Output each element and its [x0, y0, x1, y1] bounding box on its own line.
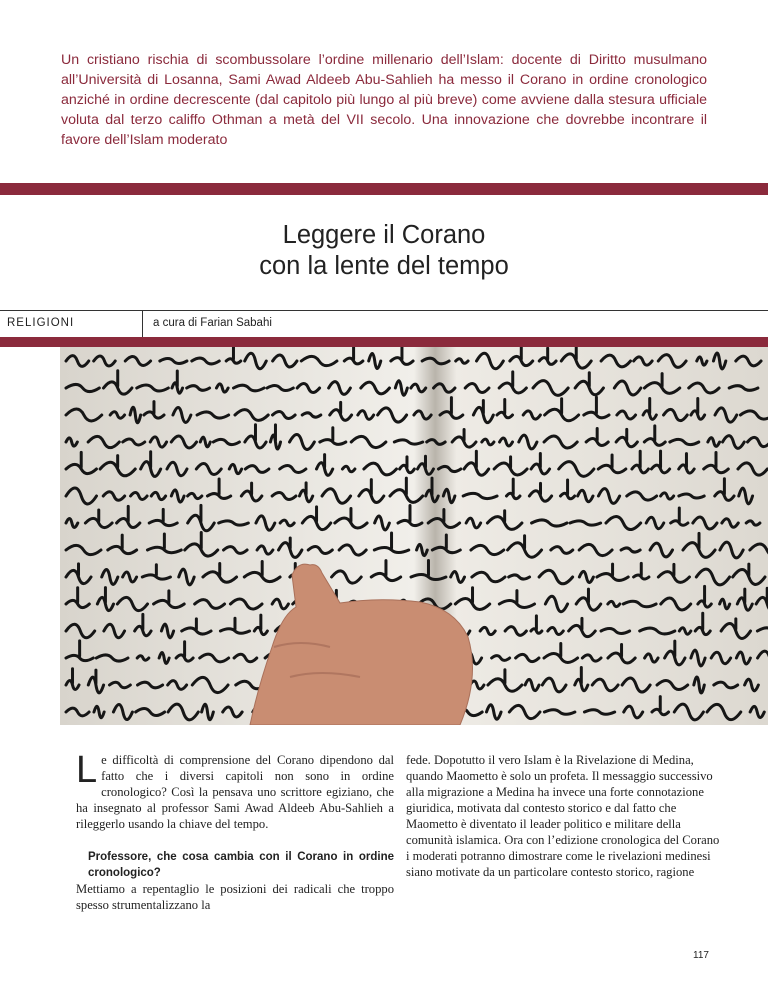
article-title	[0, 220, 768, 282]
answer-text-continued: fede. Dopotutto il vero Islam è la Rivelazione di Medina, quando Maometto è solo un profeta. Il messaggio successivo alla migrazione a Medina ha invece una forte connotazione giuridica, motivata dal contesto storico e dal fatto che Maometto è diventato il leader politico e militare della comunità islamica. Ora con l’edizione cronologica del Corano i moderati potranno dimostrare come le rivelazioni medinesi siano motivate da un particolare contesto storico, ragione	[406, 753, 720, 879]
byline: a cura di Farian Sabahi	[153, 317, 272, 329]
header-rule	[0, 310, 768, 311]
quran-page-photo	[60, 347, 768, 725]
top-accent-bar	[0, 183, 768, 195]
article-column-right	[406, 752, 724, 880]
title-line-2: con la lente del tempo	[259, 252, 509, 280]
article-column-left	[76, 749, 394, 913]
title-line-1: Leggere il Corano	[282, 221, 486, 249]
section-label: RELIGIONI	[7, 317, 75, 329]
photo-illustration	[60, 347, 768, 725]
interview-question: Professore, che cosa cambia con il Corano in ordine cronologico?	[88, 851, 394, 879]
intro-paragraph	[76, 749, 394, 832]
lead-paragraph: Un cristiano rischia di scombussolare l’ordine millenario dell’Islam: docente di Diritto musulmano all’Università di Losanna, Sami Awad Aldeeb Abu-Sahlieh ha messo il Corano in ordine cronologico anziché in ordine decrescente (dal capitolo più lungo al più breve) come avviene dalla stesura ufficiale voluta dal terzo califfo Othman a metà del VII secolo. Una innovazione che dovrebbe incontrare il favore dell’Islam moderato	[61, 52, 707, 148]
answer-text-start: Mettiamo a repentaglio le posizioni dei radicali che troppo spesso strumentalizzano la	[76, 882, 394, 912]
page-number: 117	[693, 950, 709, 961]
middle-accent-bar	[0, 337, 768, 347]
header-separator	[142, 311, 143, 337]
drop-cap: L	[76, 749, 98, 791]
intro-text: e difficoltà di comprensione del Corano dipendono dal fatto che i diversi capitoli non sono in ordine cronologico? Così la pensava uno scrittore egiziano, che ha insegnato al professor Sami Awad Aldeeb Abu-Sahlieh a rileggerlo usando la chiave del tempo.	[76, 753, 394, 831]
